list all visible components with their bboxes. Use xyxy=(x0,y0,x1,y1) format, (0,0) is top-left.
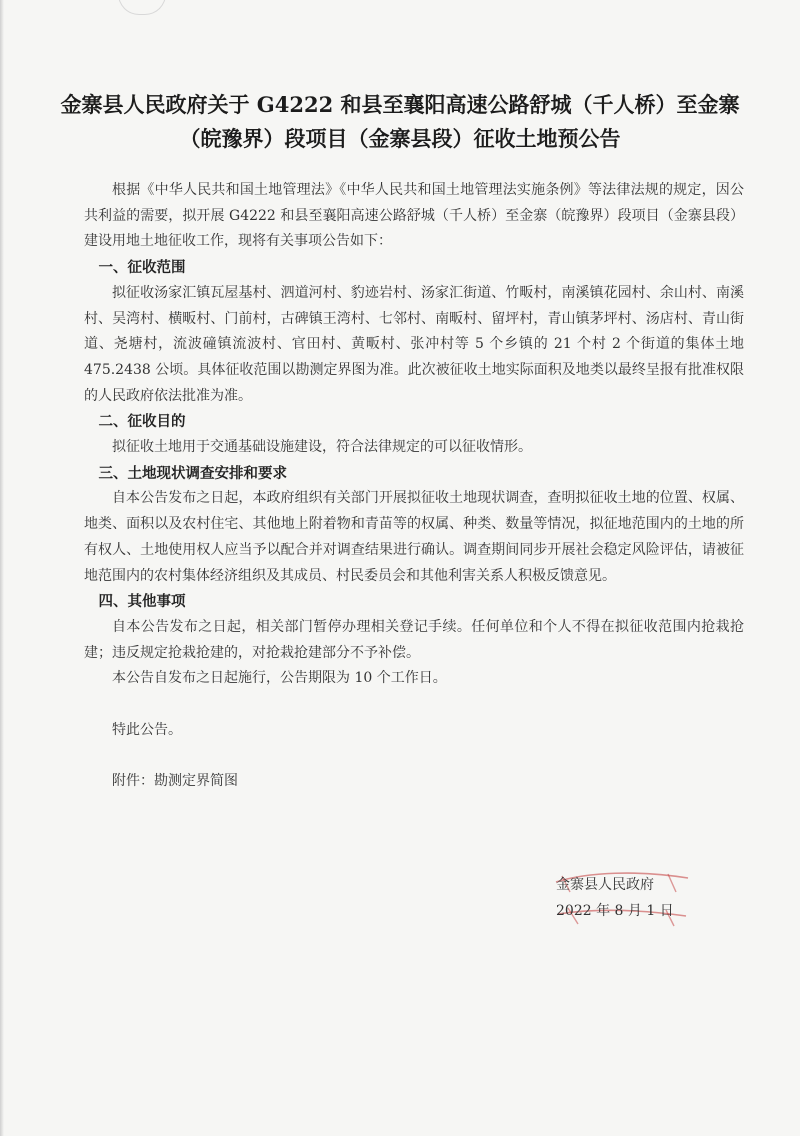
signature-date: 2022 年 8 月 1 日 xyxy=(556,903,674,919)
signature-org: 金寨县人民政府 xyxy=(556,877,654,893)
title-line-2: （皖豫界）段项目（金寨县段）征收土地预公告 xyxy=(179,126,621,151)
section-paragraph: 自本公告发布之日起，本政府组织有关部门开展拟征收土地现状调查，查明拟征收土地的位置、权属、地类、面积以及农村住宅、其他地上附着物和青苗等的权属、种类、数量等情况，拟征地范围内的土地的所有权人、土地使用权人应当予以配合并对调查结果进行确认。调查期间同步开展社会稳定风险评估，请被征地范围内的农村集体经济组织及其成员、村民委员会和其他利害关系人积极反馈意见。 xyxy=(84,490,744,584)
section-heading-scope: 一、征收范围 xyxy=(98,259,186,277)
section-heading-survey: 三、土地现状调查安排和要求 xyxy=(98,464,287,482)
section-paragraph: 拟征收汤家汇镇瓦屋基村、泗道河村、豹迹岩村、汤家汇街道、竹畈村，南溪镇花园村、余山村、南溪村、吴湾村、横畈村、门前村，古碑镇王湾村、七邻村、南畈村、留坪村，青山镇茅坪村、汤店村、青山街道、尧塘村，流波䃥镇流波村、官田村、黄畈村、张冲村等 5 个乡镇的 21 个村 2 个街道的集体土地 475.2438 公顷。具体征收范围以勘测定界图为准。此次被征收土地实际面积及地类以最终呈报有批准权限的人民政府依法批准为准。 xyxy=(84,284,744,404)
intro-paragraph: 根据《中华人民共和国土地管理法》《中华人民共和国土地管理法实施条例》等法律法规的规定，因公共利益的需要，拟开展 G4222 和县至襄阳高速公路舒城（千人桥）至金寨（皖豫界）段项目（金寨县段）建设用地土地征收工作，现将有关事项公告如下： xyxy=(84,182,744,250)
document-title xyxy=(60,88,740,156)
punch-mark xyxy=(118,0,166,15)
document-body xyxy=(84,178,744,795)
scan-edge xyxy=(0,0,4,1136)
attachment-text: 附件：勘测定界简图 xyxy=(112,773,238,790)
section-heading-purpose: 二、征收目的 xyxy=(98,413,186,431)
section-heading-other: 四、其他事项 xyxy=(98,593,186,611)
section-paragraph: 自本公告发布之日起，相关部门暂停办理相关登记手续。任何单位和个人不得在拟征收范围内抢栽抢建；违反规定抢栽抢建的，对抢栽抢建部分不予补偿。 xyxy=(84,618,744,661)
section-paragraph: 拟征收土地用于交通基础设施建设，符合法律规定的可以征收情形。 xyxy=(112,439,532,456)
closing-text: 特此公告。 xyxy=(112,721,182,738)
section-paragraph: 本公告自发布之日起施行，公告期限为 10 个工作日。 xyxy=(112,670,447,687)
title-line-1: 金寨县人民政府关于 G4222 和县至襄阳高速公路舒城（千人桥）至金寨 xyxy=(60,92,740,117)
signature-block xyxy=(556,872,696,924)
